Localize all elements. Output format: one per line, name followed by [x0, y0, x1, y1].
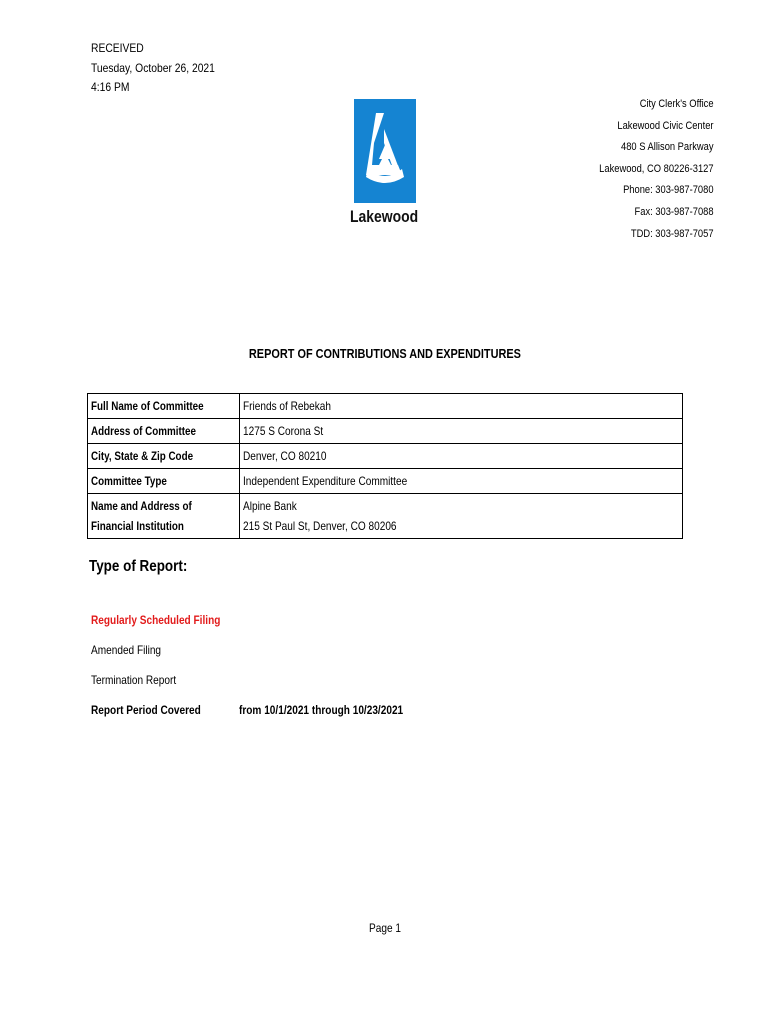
- option-termination-report: Termination Report: [91, 673, 177, 687]
- report-period-value: from 10/1/2021 through 10/23/2021: [239, 703, 404, 717]
- table-row: [88, 494, 683, 539]
- clerk-tdd: TDD: 303-987-7057: [631, 227, 714, 240]
- clerk-line: 480 S Allison Parkway: [621, 141, 714, 154]
- clerk-phone: Phone: 303-987-7080: [623, 184, 714, 197]
- city-state-zip-value: Denver, CO 80210: [240, 444, 683, 469]
- report-title-text: REPORT OF CONTRIBUTIONS AND EXPENDITURES: [248, 346, 521, 361]
- table-row: [88, 394, 683, 419]
- report-title: [0, 346, 770, 361]
- financial-institution-value: Alpine Bank 215 St Paul St, Denver, CO 80206: [240, 494, 683, 539]
- clerk-fax: Fax: 303-987-7088: [634, 205, 714, 218]
- committee-address-value: 1275 S Corona St: [240, 419, 683, 444]
- committee-info-table: [87, 393, 683, 539]
- financial-institution-label: Name and Address of Financial Institution: [88, 494, 240, 539]
- received-label: RECEIVED: [91, 41, 144, 55]
- committee-name-label: Full Name of Committee: [88, 394, 240, 419]
- committee-type-label: Committee Type: [88, 469, 240, 494]
- city-state-zip-label: City, State & Zip Code: [88, 444, 240, 469]
- received-stamp: [91, 39, 215, 98]
- option-amended-filing: Amended Filing: [91, 643, 162, 657]
- clerk-office-address: [579, 94, 714, 245]
- clerk-line: City Clerk's Office: [640, 98, 714, 110]
- received-date: Tuesday, October 26, 2021: [91, 60, 215, 75]
- page-number: [0, 921, 770, 935]
- table-row: [88, 444, 683, 469]
- table-row: [88, 419, 683, 444]
- committee-name-value: Friends of Rebekah: [240, 394, 683, 419]
- lakewood-logo-icon: [354, 99, 416, 203]
- page-number-text: Page 1: [369, 921, 401, 935]
- report-period-label: Report Period Covered: [91, 703, 201, 717]
- option-regularly-scheduled: Regularly Scheduled Filing: [91, 613, 221, 627]
- clerk-line: Lakewood Civic Center: [617, 119, 714, 132]
- logo-wordmark: Lakewood: [350, 207, 419, 226]
- received-time: 4:16 PM: [91, 80, 130, 94]
- committee-type-value: Independent Expenditure Committee: [240, 469, 683, 494]
- clerk-line: Lakewood, CO 80226-3127: [599, 162, 714, 175]
- committee-address-label: Address of Committee: [88, 419, 240, 444]
- table-row: [88, 469, 683, 494]
- report-type-heading: Type of Report:: [89, 558, 188, 575]
